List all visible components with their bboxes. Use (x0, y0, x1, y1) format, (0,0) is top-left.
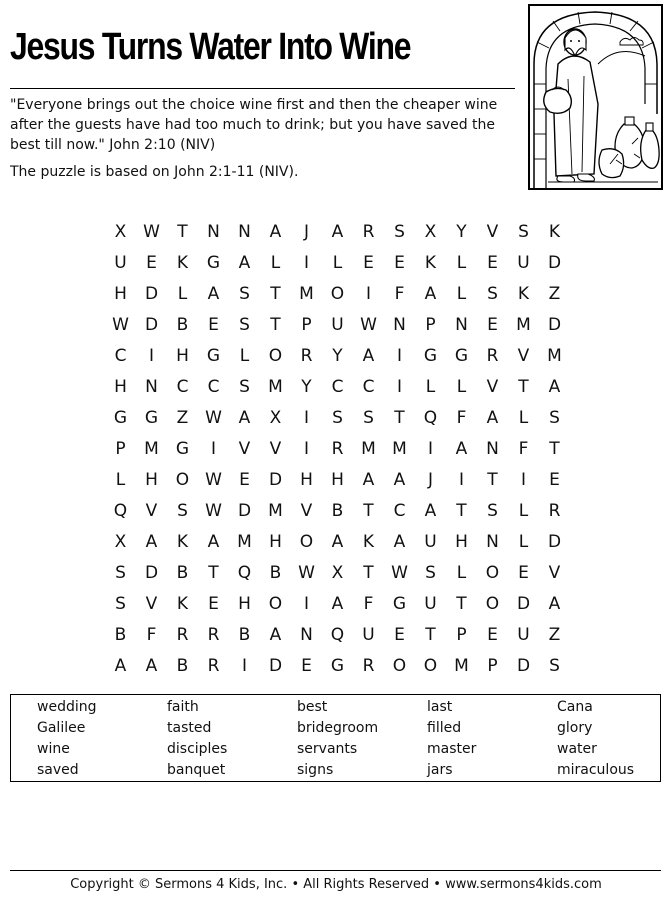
grid-letter: I (148, 345, 154, 366)
grid-letter: K (176, 531, 189, 552)
grid-letter: Z (548, 283, 561, 304)
grid-letter: V (145, 593, 158, 614)
grid-letter: A (393, 469, 406, 490)
grid-letter: T (270, 314, 281, 335)
grid-letter: N (145, 376, 158, 397)
grid-letter: N (207, 221, 220, 242)
grid-letter: K (176, 593, 189, 614)
grid-letter: R (300, 345, 313, 366)
grid-letter: V (238, 438, 251, 459)
grid-letter: S (115, 593, 126, 614)
grid-letter: H (269, 531, 282, 552)
grid-letter: E (208, 314, 219, 335)
word-list-item: best (297, 699, 328, 715)
word-list-item: disciples (167, 741, 228, 757)
grid-letter: V (300, 500, 313, 521)
grid-letter: A (269, 624, 282, 645)
word-list-item: glory (557, 720, 593, 736)
grid-letter: I (427, 438, 433, 459)
grid-letter: D (547, 314, 562, 335)
jesus-with-water-jars-illustration (528, 4, 663, 190)
word-list-item: Cana (557, 699, 593, 715)
grid-letter: A (393, 531, 406, 552)
grid-letter: R (362, 655, 375, 676)
grid-letter: T (518, 376, 529, 397)
grid-letter: A (486, 407, 499, 428)
grid-letter: W (112, 314, 129, 335)
grid-letter: E (518, 562, 529, 583)
grid-letter: L (518, 407, 529, 428)
grid-letter: E (363, 252, 374, 273)
grid-letter: I (241, 655, 247, 676)
grid-letter: U (424, 531, 437, 552)
grid-letter: M (454, 655, 469, 676)
grid-letter: K (517, 283, 530, 304)
grid-letter: V (517, 345, 530, 366)
grid-letter: G (454, 345, 469, 366)
grid-letter: M (392, 438, 407, 459)
word-list-item: faith (167, 699, 199, 715)
word-list-item: miraculous (557, 762, 635, 778)
grid-letter: W (205, 500, 222, 521)
grid-letter: A (145, 531, 158, 552)
grid-letter: U (362, 624, 375, 645)
grid-letter: C (176, 376, 189, 397)
grid-letter: W (143, 221, 160, 242)
grid-letter: H (176, 345, 189, 366)
word-search-grid (105, 216, 570, 681)
grid-letter: B (176, 562, 189, 583)
grid-letter: H (300, 469, 313, 490)
grid-letter: H (331, 469, 344, 490)
grid-letter: P (301, 314, 312, 335)
grid-letter: E (394, 252, 405, 273)
grid-letter: L (177, 283, 188, 304)
word-list-item: banquet (167, 762, 226, 778)
grid-letter: A (145, 655, 158, 676)
grid-letter: D (268, 469, 283, 490)
grid-letter: S (487, 500, 498, 521)
grid-letter: A (331, 593, 344, 614)
grid-letter: A (331, 221, 344, 242)
grid-letter: P (115, 438, 126, 459)
grid-letter: G (175, 438, 190, 459)
grid-letter: L (425, 376, 436, 397)
grid-letter: Y (301, 376, 312, 397)
puzzle-source-note: The puzzle is based on John 2:1-11 (NIV). (10, 164, 299, 180)
grid-letter: T (549, 438, 560, 459)
title-divider (10, 88, 515, 89)
grid-letter: O (330, 283, 345, 304)
grid-letter: N (393, 314, 406, 335)
grid-letter: I (458, 469, 464, 490)
grid-letter: R (176, 624, 189, 645)
grid-letter: R (207, 624, 220, 645)
grid-letter: O (423, 655, 438, 676)
grid-letter: T (177, 221, 188, 242)
grid-letter: D (144, 314, 159, 335)
grid-letter: I (210, 438, 216, 459)
grid-letter: I (303, 593, 309, 614)
grid-letter: D (268, 655, 283, 676)
grid-letter: K (362, 531, 375, 552)
grid-letter: A (548, 593, 561, 614)
grid-letter: G (392, 593, 407, 614)
grid-letter: U (517, 624, 530, 645)
grid-letter: I (365, 283, 371, 304)
grid-letter: T (425, 624, 436, 645)
grid-letter: N (486, 438, 499, 459)
grid-letter: W (205, 469, 222, 490)
word-list-item: water (557, 741, 597, 757)
grid-letter: C (393, 500, 406, 521)
grid-letter: L (518, 500, 529, 521)
word-list-item: wine (37, 741, 70, 757)
grid-letter: A (424, 283, 437, 304)
page-title: Jesus Turns Water Into Wine (10, 26, 411, 68)
grid-letter: P (456, 624, 467, 645)
grid-letter: R (207, 655, 220, 676)
word-list-item: wedding (37, 699, 97, 715)
grid-letter: C (331, 376, 344, 397)
grid-letter: D (516, 593, 531, 614)
grid-letter: J (427, 469, 433, 490)
grid-letter: S (239, 376, 250, 397)
grid-letter: X (331, 562, 344, 583)
grid-letter: O (485, 562, 500, 583)
grid-letter: M (144, 438, 159, 459)
grid-letter: D (237, 500, 252, 521)
grid-letter: L (270, 252, 281, 273)
grid-letter: A (207, 531, 220, 552)
grid-letter: F (146, 624, 157, 645)
grid-letter: Q (423, 407, 438, 428)
grid-letter: P (425, 314, 436, 335)
grid-letter: P (487, 655, 498, 676)
grid-letter: S (487, 283, 498, 304)
word-list-item: jars (427, 762, 453, 778)
word-list-box (10, 694, 661, 782)
grid-letter: E (487, 314, 498, 335)
copyright-footer: Copyright © Sermons 4 Kids, Inc. • All Rights Reserved • www.sermons4kids.com (70, 877, 602, 892)
grid-letter: Y (456, 221, 467, 242)
grid-letter: B (114, 624, 127, 645)
grid-letter: G (144, 407, 159, 428)
grid-letter: F (518, 438, 529, 459)
grid-letter: N (486, 531, 499, 552)
word-list-item: last (427, 699, 453, 715)
grid-letter: Z (176, 407, 189, 428)
grid-letter: O (485, 593, 500, 614)
grid-letter: D (144, 283, 159, 304)
grid-letter: R (331, 438, 344, 459)
grid-letter: K (548, 221, 561, 242)
grid-letter: T (487, 469, 498, 490)
grid-letter: T (456, 500, 467, 521)
grid-letter: S (549, 407, 560, 428)
grid-letter: I (396, 376, 402, 397)
grid-letter: D (547, 252, 562, 273)
grid-letter: V (548, 562, 561, 583)
grid-letter: V (486, 376, 499, 397)
grid-letter: H (238, 593, 251, 614)
grid-letter: A (362, 345, 375, 366)
grid-letter: F (363, 593, 374, 614)
grid-letter: L (115, 469, 126, 490)
grid-letter: H (114, 376, 127, 397)
grid-letter: T (363, 562, 374, 583)
word-list-item: tasted (167, 720, 212, 736)
grid-letter: A (114, 655, 127, 676)
word-list-item: signs (297, 762, 334, 778)
grid-letter: B (238, 624, 251, 645)
grid-letter: S (549, 655, 560, 676)
grid-letter: J (303, 221, 309, 242)
grid-letter: L (456, 376, 467, 397)
grid-letter: M (547, 345, 562, 366)
grid-letter: A (331, 531, 344, 552)
grid-letter: D (516, 655, 531, 676)
grid-letter: R (548, 500, 561, 521)
grid-letter: T (270, 283, 281, 304)
grid-letter: I (303, 438, 309, 459)
grid-letter: E (487, 252, 498, 273)
grid-letter: Z (548, 624, 561, 645)
grid-letter: C (207, 376, 220, 397)
grid-letter: N (455, 314, 468, 335)
grid-letter: D (547, 531, 562, 552)
grid-letter: H (145, 469, 158, 490)
grid-letter: L (456, 283, 467, 304)
grid-letter: L (456, 252, 467, 273)
grid-letter: L (518, 531, 529, 552)
grid-letter: G (423, 345, 438, 366)
grid-letter: F (456, 407, 467, 428)
grid-letter: I (520, 469, 526, 490)
grid-letter: Q (113, 500, 128, 521)
grid-letter: A (207, 283, 220, 304)
grid-letter: E (301, 655, 312, 676)
word-list-item: filled (427, 720, 462, 736)
grid-letter: I (396, 345, 402, 366)
grid-letter: E (487, 624, 498, 645)
grid-letter: W (391, 562, 408, 583)
grid-letter: G (206, 252, 221, 273)
grid-letter: B (176, 314, 189, 335)
grid-letter: T (208, 562, 219, 583)
grid-letter: V (486, 221, 499, 242)
grid-letter: U (114, 252, 127, 273)
grid-letter: A (548, 376, 561, 397)
grid-letter: T (456, 593, 467, 614)
grid-letter: U (331, 314, 344, 335)
grid-letter: S (394, 221, 405, 242)
grid-letter: O (392, 655, 407, 676)
grid-letter: A (238, 407, 251, 428)
grid-letter: A (362, 469, 375, 490)
grid-letter: B (176, 655, 189, 676)
word-list-item: servants (297, 741, 358, 757)
scripture-verse: "Everyone brings out the choice wine first and then the cheaper wine after the guests have had too much to drink; but you have saved the best till now." John 2:10 (NIV) (10, 97, 498, 153)
grid-letter: E (394, 624, 405, 645)
grid-letter: T (363, 500, 374, 521)
grid-letter: G (206, 345, 221, 366)
grid-letter: G (330, 655, 345, 676)
grid-letter: X (269, 407, 282, 428)
grid-letter: O (268, 345, 283, 366)
grid-letter: K (424, 252, 437, 273)
grid-letter: W (298, 562, 315, 583)
grid-letter: L (239, 345, 250, 366)
grid-letter: K (176, 252, 189, 273)
grid-letter: W (360, 314, 377, 335)
word-list-item: Galilee (37, 720, 86, 736)
grid-letter: L (332, 252, 343, 273)
grid-letter: N (300, 624, 313, 645)
grid-letter: O (268, 593, 283, 614)
grid-letter: E (208, 593, 219, 614)
grid-letter: U (517, 252, 530, 273)
footer-divider (10, 870, 661, 871)
grid-letter: A (455, 438, 468, 459)
grid-letter: B (331, 500, 344, 521)
grid-letter: M (361, 438, 376, 459)
grid-letter: C (362, 376, 375, 397)
grid-letter: S (239, 314, 250, 335)
grid-letter: F (394, 283, 405, 304)
grid-letter: S (363, 407, 374, 428)
grid-letter: M (516, 314, 531, 335)
grid-letter: B (269, 562, 282, 583)
grid-letter: O (175, 469, 190, 490)
grid-letter: S (332, 407, 343, 428)
grid-letter: M (299, 283, 314, 304)
grid-letter: A (424, 500, 437, 521)
grid-letter: S (425, 562, 436, 583)
grid-letter: X (114, 221, 127, 242)
grid-letter: X (114, 531, 127, 552)
word-list-item: master (427, 741, 477, 757)
grid-letter: S (115, 562, 126, 583)
word-list-item: bridegroom (297, 720, 379, 736)
grid-letter: O (299, 531, 314, 552)
grid-letter: M (237, 531, 252, 552)
grid-letter: N (238, 221, 251, 242)
grid-letter: I (303, 252, 309, 273)
grid-letter: Q (330, 624, 345, 645)
grid-letter: H (114, 283, 127, 304)
grid-letter: T (394, 407, 405, 428)
grid-letter: S (239, 283, 250, 304)
grid-letter: E (146, 252, 157, 273)
grid-letter: V (145, 500, 158, 521)
word-list-item: saved (37, 762, 79, 778)
grid-letter: Y (332, 345, 343, 366)
grid-letter: L (456, 562, 467, 583)
grid-letter: X (424, 221, 437, 242)
grid-letter: M (268, 500, 283, 521)
grid-letter: H (455, 531, 468, 552)
grid-letter: R (362, 221, 375, 242)
grid-letter: Q (237, 562, 252, 583)
grid-letter: I (303, 407, 309, 428)
grid-letter: M (268, 376, 283, 397)
grid-letter: U (424, 593, 437, 614)
grid-letter: E (549, 469, 560, 490)
grid-letter: G (113, 407, 128, 428)
grid-letter: S (177, 500, 188, 521)
grid-letter: E (239, 469, 250, 490)
grid-letter: D (144, 562, 159, 583)
grid-letter: W (205, 407, 222, 428)
grid-letter: S (518, 221, 529, 242)
grid-letter: C (114, 345, 127, 366)
grid-letter: R (486, 345, 499, 366)
grid-letter: A (238, 252, 251, 273)
grid-letter: A (269, 221, 282, 242)
grid-letter: V (269, 438, 282, 459)
